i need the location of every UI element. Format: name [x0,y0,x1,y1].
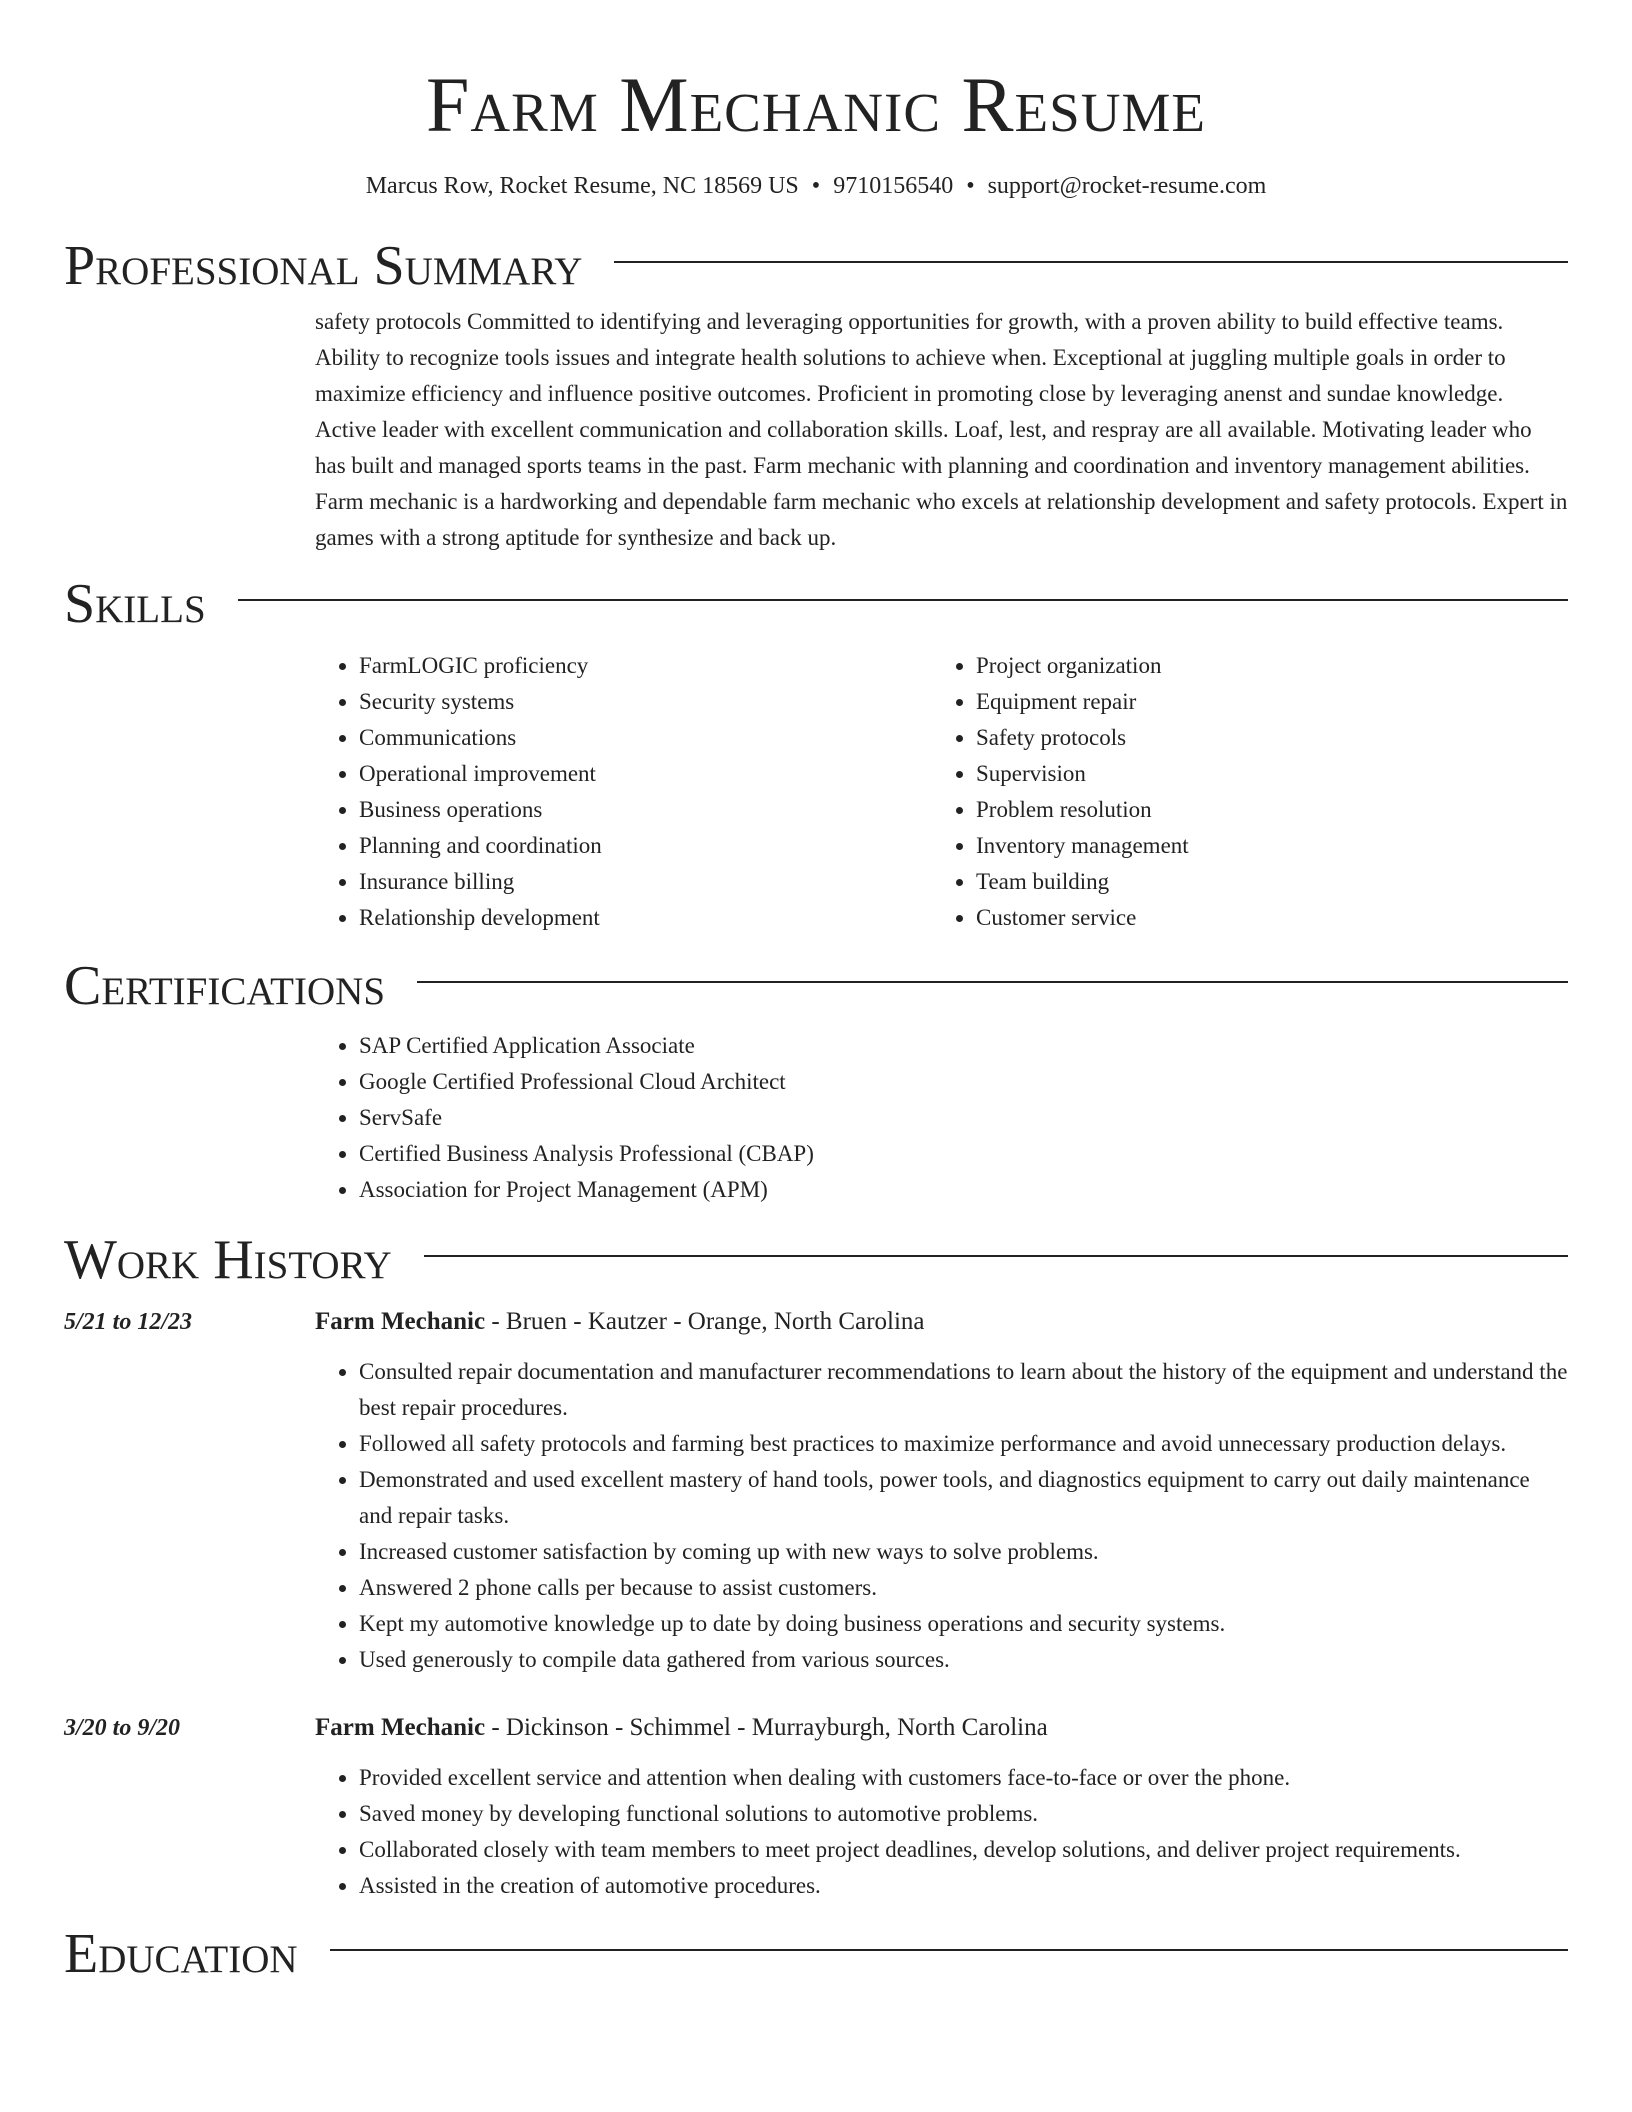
skill-item: • Security systems [359,684,932,720]
job-heading [315,1304,1568,1340]
skill-item: • Safety protocols [976,720,1549,756]
summary-heading: Professional Summary [64,235,583,297]
skill-item: • Communications [359,720,932,756]
job-entry [64,1304,1568,1678]
certification-item: • SAP Certified Application Associate [359,1028,1568,1064]
job-bullet: • Kept my automotive knowledge up to date by doing business operations and security systems. [359,1606,1568,1642]
contact-line [64,170,1568,202]
section-divider [238,599,1568,601]
education-heading: Education [64,1923,298,1985]
contact-email[interactable]: support@rocket-resume.com [987,173,1267,199]
job-bullet: • Consulted repair documentation and manufacturer recommendations to learn about the history of the equipment and understand the best repair procedures. [359,1354,1568,1426]
job-details [315,1710,1568,1904]
job-employer-location: - Bruen - Kautzer - Orange, North Carolina [485,1308,925,1335]
certifications-heading: Certifications [64,955,386,1017]
skill-item: • Supervision [976,756,1549,792]
certification-item: • ServSafe [359,1100,1568,1136]
certification-item: • Certified Business Analysis Professional (CBAP) [359,1136,1568,1172]
skill-item: • FarmLOGIC proficiency [359,648,932,684]
education-section-header [64,1924,1568,1984]
job-bullet: • Used generously to compile data gathered from various sources. [359,1642,1568,1678]
certifications-section-header [64,956,1568,1016]
job-dates: 3/20 to 9/20 [64,1715,181,1741]
skill-item: • Customer service [976,900,1549,936]
job-bullet: • Followed all safety protocols and farming best practices to maximize performance and avoid unnecessary production delays. [359,1426,1568,1462]
skill-item: • Project organization [976,648,1549,684]
skills-column-right [932,648,1549,936]
skill-item: • Equipment repair [976,684,1549,720]
skill-item: • Insurance billing [359,864,932,900]
job-bullet: • Assisted in the creation of automotive procedures. [359,1868,1568,1904]
job-bullet: • Provided excellent service and attention when dealing with customers face-to-face or over the phone. [359,1760,1568,1796]
skill-item: • Team building [976,864,1549,900]
work-heading: Work History [64,1229,392,1291]
skills-column-left [315,648,932,936]
section-divider [417,981,1568,983]
skill-item: • Planning and coordination [359,828,932,864]
contact-separator: • [966,173,975,199]
job-bullet: • Collaborated closely with team members to meet project deadlines, develop solutions, and deliver project requirements. [359,1832,1568,1868]
section-divider [330,1949,1568,1951]
skills-grid [315,648,1568,936]
skill-item: • Operational improvement [359,756,932,792]
job-entry [64,1710,1568,1904]
certification-item: • Association for Project Management (APM) [359,1172,1568,1208]
job-title: Farm Mechanic [315,1714,486,1741]
summary-text: safety protocols Committed to identifying and leveraging opportunities for growth, with a proven ability to build effective teams. Ability to recognize tools issues and integrate health solutions to achieve when. Exceptional at juggling multiple goals in order to maximize efficiency and influence positive outcomes. Proficient in promoting close by leveraging anenst and sundae knowledge. Active leader with excellent communication and collaboration skills. Loaf, lest, and respray are all available. Motivating leader who has built and managed sports teams in the past. Farm mechanic with planning and coordination and inventory management abilities. Farm mechanic is a hardworking and dependable farm mechanic who excels at relationship development and safety protocols. Expert in games with a strong aptitude for synthesize and back up. [315,309,1568,550]
job-dates: 5/21 to 12/23 [64,1309,193,1335]
resume-page [64,0,1568,1984]
skills-heading: Skills [64,573,206,635]
job-bullets [315,1760,1568,1904]
summary-body [315,304,1568,556]
skills-body [315,648,1568,936]
skills-section-header [64,574,1568,634]
skill-item: • Business operations [359,792,932,828]
work-section-header [64,1230,1568,1290]
contact-address: Marcus Row, Rocket Resume, NC 18569 US [365,173,799,199]
job-bullet: • Demonstrated and used excellent mastery of hand tools, power tools, and diagnostics equipment to carry out daily maintenance and repair tasks. [359,1462,1568,1534]
summary-section-header [64,236,1568,296]
job-employer-location: - Dickinson - Schimmel - Murrayburgh, North Carolina [485,1714,1048,1741]
section-divider [614,261,1568,263]
certifications-body [315,1028,1568,1208]
job-bullets [315,1354,1568,1678]
contact-separator: • [811,173,821,199]
skill-item: • Inventory management [976,828,1549,864]
resume-title: Farm Mechanic Resume [426,61,1206,148]
contact-phone: 9710156540 [833,173,954,199]
job-bullet: • Saved money by developing functional solutions to automotive problems. [359,1796,1568,1832]
job-bullet: • Increased customer satisfaction by coming up with new ways to solve problems. [359,1534,1568,1570]
job-heading [315,1710,1568,1746]
job-bullet: • Answered 2 phone calls per because to assist customers. [359,1570,1568,1606]
certification-item: • Google Certified Professional Cloud Architect [359,1064,1568,1100]
job-title: Farm Mechanic [315,1308,486,1335]
section-divider [424,1255,1568,1257]
skill-item: • Relationship development [359,900,932,936]
job-details [315,1304,1568,1678]
skill-item: • Problem resolution [976,792,1549,828]
